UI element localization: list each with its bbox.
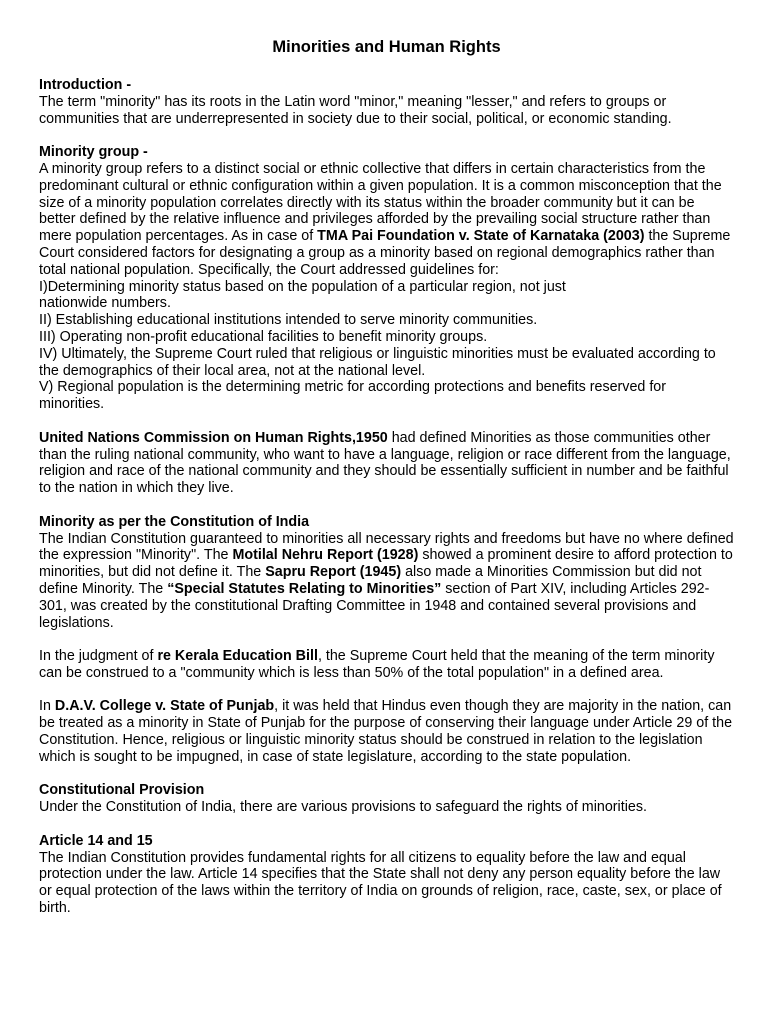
motilal-nehru-report: Motilal Nehru Report (1928) xyxy=(232,547,419,564)
guideline-1b: nationwide numbers. xyxy=(39,295,171,312)
kerala-section xyxy=(39,648,734,682)
special-statutes: “Special Statutes Relating to Minorities” xyxy=(167,580,442,597)
tma-pai-case-name: TMA Pai Foundation v. State of Karnataka (2003) xyxy=(317,228,645,245)
introduction-heading: Introduction - xyxy=(39,77,132,93)
kerala-text-2: , the Supreme Court held that the meaning of the term minority can be construed to a "community which is less than 50% of the total population" in a defined area. xyxy=(39,648,715,681)
minority-group-heading: Minority group - xyxy=(39,144,148,161)
dav-case-name: D.A.V. College v. State of Punjab xyxy=(54,698,275,715)
constitution-text-4: section of Part XIV, including Articles 292-301, was created by the constitutional Drafting Committee in 1948 and contained several provisions and legislations. xyxy=(39,580,710,631)
dav-text xyxy=(39,698,734,765)
introduction-text: The term "minority" has its roots in the Latin word "minor," meaning "lesser," and refers to groups or communities that are underrepresented in society due to their social, political, or economic standing. xyxy=(39,93,672,127)
un-commission-text xyxy=(39,430,734,497)
provision-text: Under the Constitution of India, there are various provisions to safeguard the rights of minorities. xyxy=(39,799,647,816)
dav-section xyxy=(39,698,734,765)
minority-group-section xyxy=(39,144,734,413)
un-commission-name: United Nations Commission on Human Rights,1950 xyxy=(39,429,388,446)
minority-group-text-a: A minority group refers to a distinct social or ethnic collective that differs in certain characteristics from the predominant cultural or ethnic configuration within a given population. It is a common misconception that the size of a minority population correlates directly with its status within the broader community but it can be better defined by the relative influence and privileges afforded by the prevailing social structure rather than mere population percentages. As in case of xyxy=(39,160,722,245)
provision-heading: Constitutional Provision xyxy=(39,782,205,799)
kerala-text-1: In the judgment of xyxy=(39,648,158,665)
guideline-3: III) Operating non-profit educational facilities to benefit minority groups. xyxy=(39,328,488,345)
kerala-text xyxy=(39,648,734,682)
guideline-4: IV) Ultimately, the Supreme Court ruled that religious or linguistic minorities must be evaluated according to the demographics of their local area, not at the national level. xyxy=(39,345,716,379)
guideline-2: II) Establishing educational institutions intended to serve minority communities. xyxy=(39,312,538,329)
dav-text-1: In xyxy=(39,698,55,715)
minority-group-text-b: the Supreme Court considered factors for designating a group as a minority based on regional demographics rather than total national population. Specifically, the Court addressed guidelines for: xyxy=(39,228,731,278)
provision-section xyxy=(39,782,734,816)
un-commission-section xyxy=(39,430,734,497)
un-commission-definition: had defined Minorities as those communities other than the ruling national community, who want to have a language, religion or race different from the language, religion and race of the national community and they should be essentially sufficient in number and be faithful to the nation in which they live. xyxy=(39,429,731,497)
constitution-text-1: The Indian Constitution guaranteed to minorities all necessary rights and freedoms but have no where defined the expression "Minority". The xyxy=(39,530,734,564)
constitution-text xyxy=(39,531,734,632)
constitution-text-3: also made a Minorities Commission but did not define Minority. The xyxy=(39,564,702,597)
introduction-section xyxy=(39,77,734,127)
article-14-15-section xyxy=(39,833,734,917)
minority-group-text xyxy=(39,161,734,279)
kerala-case-name: re Kerala Education Bill xyxy=(157,648,318,665)
constitution-heading: Minority as per the Constitution of India xyxy=(39,513,310,530)
article-14-15-text: The Indian Constitution provides fundamental rights for all citizens to equality before the law and equal protection under the law. Article 14 specifies that the State shall not deny any person equality before the law or equal protection of the laws within the territory of India on grounds of religion, race, caste, sex, or place of birth. xyxy=(39,849,722,917)
sapru-report: Sapru Report (1945) xyxy=(265,564,402,581)
document-title: Minorities and Human Rights xyxy=(272,38,501,56)
article-14-15-heading: Article 14 and 15 xyxy=(39,832,153,849)
dav-text-2: , it was held that Hindus even though they are majority in the nation, can be treated as a minority in State of Punjab for the purpose of conserving their language under Article 29 of the Constitution. Hence, religious or linguistic minority status should be construed in relation to the legislation which is sought to be impugned, in case of state legislature, according to the state population. xyxy=(39,698,733,765)
constitution-text-2: showed a prominent desire to afford protection to minorities, but did not define it. The xyxy=(39,547,733,581)
constitution-section xyxy=(39,514,734,632)
guideline-5: V) Regional population is the determining metric for according protections and benefits reserved for minorities. xyxy=(39,379,667,413)
guideline-1a: I)Determining minority status based on the population of a particular region, not just xyxy=(39,278,566,295)
